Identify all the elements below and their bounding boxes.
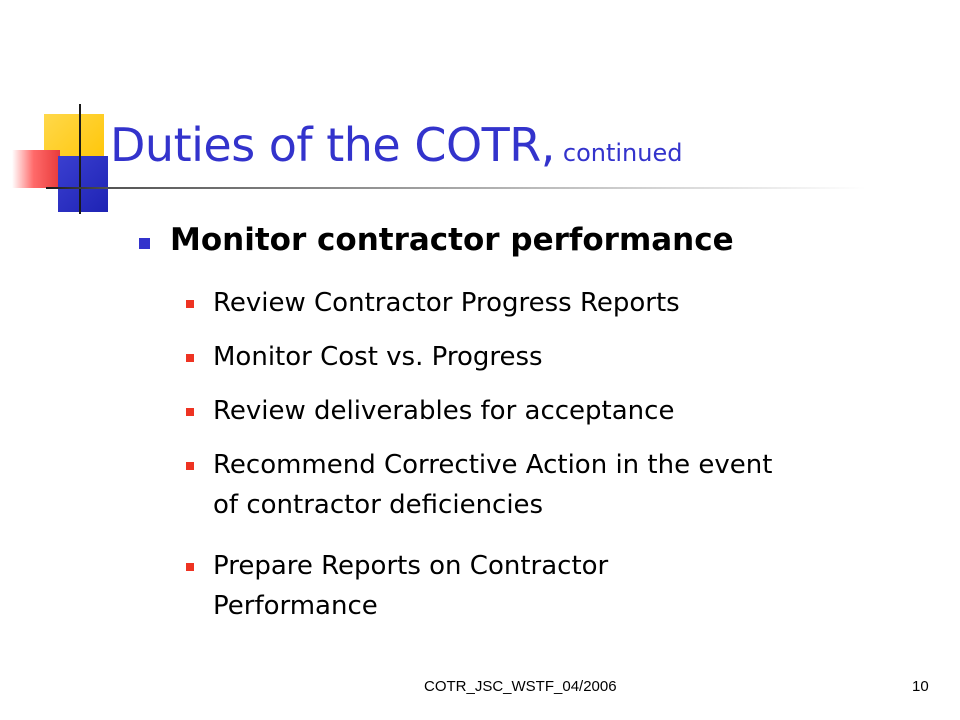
sub-bullet-item: [213, 283, 680, 323]
sub-bullet-line: Recommend Corrective Action in the event: [213, 450, 773, 480]
footer-text: COTR_JSC_WSTF_04/2006: [424, 678, 617, 695]
main-bullet-text: Monitor contractor performance: [170, 222, 734, 258]
small-square-bullet-icon: [186, 300, 194, 308]
sub-bullet-item: [213, 391, 674, 431]
small-square-bullet-icon: [186, 462, 194, 470]
square-bullet-icon: [139, 238, 150, 249]
sub-bullet-line: Monitor Cost vs. Progress: [213, 342, 543, 372]
small-square-bullet-icon: [186, 563, 194, 571]
sub-bullet-item: [213, 546, 608, 626]
slide-title-main: Duties of the COTR,: [110, 118, 555, 172]
sub-bullet-line: of contractor deficiencies: [213, 490, 544, 520]
small-square-bullet-icon: [186, 408, 194, 416]
sub-bullet-line: Performance: [213, 591, 378, 621]
sub-bullet-item: [213, 337, 543, 377]
slide-title-sub: continued: [562, 139, 683, 167]
small-square-bullet-icon: [186, 354, 194, 362]
page-number: 10: [912, 678, 929, 695]
sub-bullet-item: [213, 445, 772, 525]
sub-bullet-line: Review Contractor Progress Reports: [213, 288, 680, 318]
sub-bullet-line: Review deliverables for acceptance: [213, 396, 675, 426]
sub-bullet-line: Prepare Reports on Contractor: [213, 551, 609, 581]
